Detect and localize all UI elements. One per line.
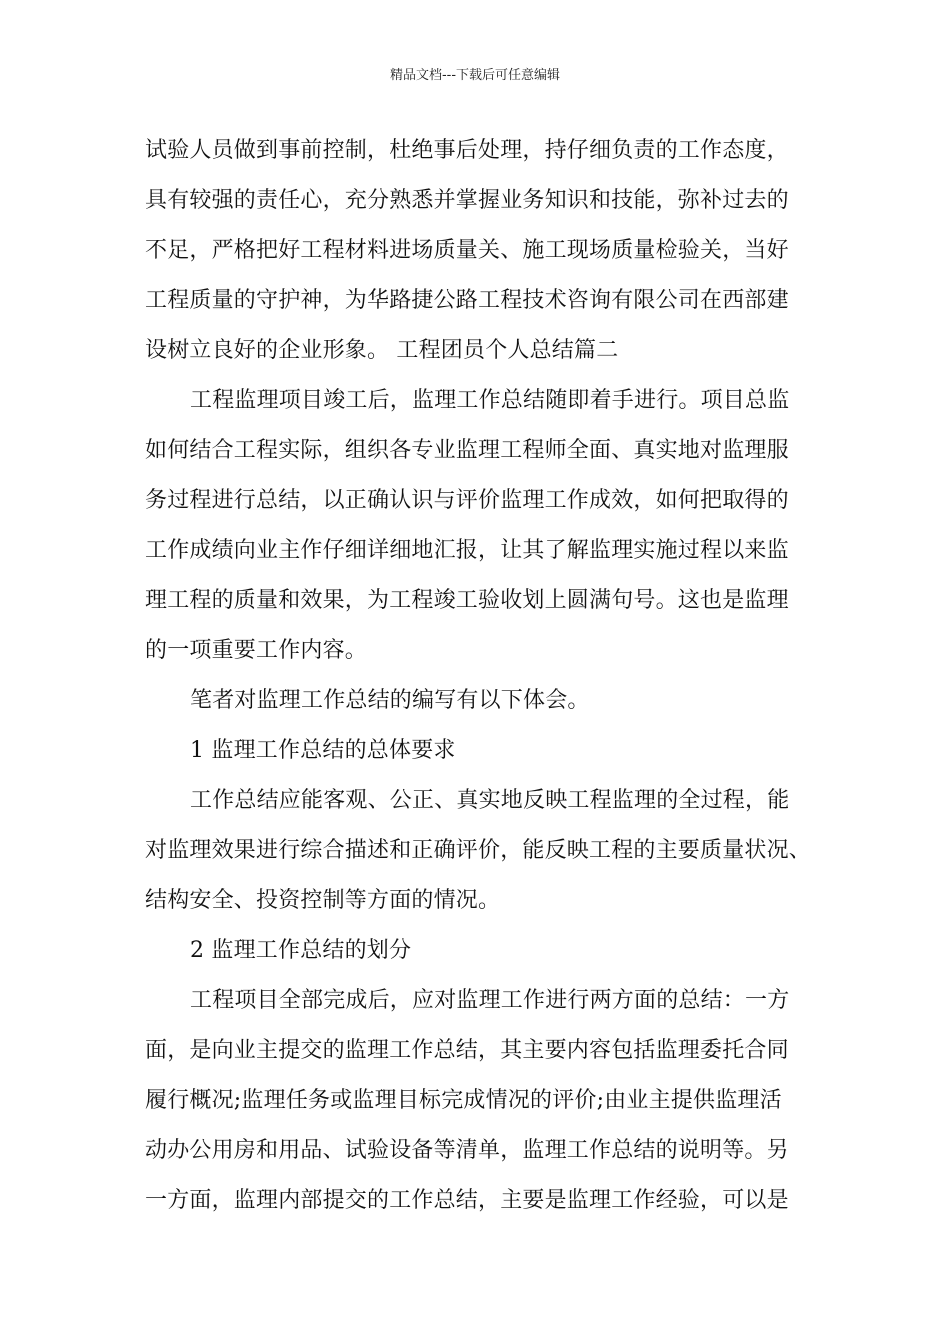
text-line: 一方面，监理内部提交的工作总结，主要是监理工作经验，可以是 bbox=[145, 1188, 789, 1213]
document-body bbox=[145, 126, 815, 1226]
text-line: 履行概况;监理任务或监理目标完成情况的评价;由业主提供监理活 bbox=[145, 1088, 782, 1113]
text-line: 工作总结应能客观、公正、真实地反映工程监理的全过程，能 bbox=[190, 788, 790, 813]
text-line: 对监理效果进行综合描述和正确评价，能反映工程的主要质量状况、 bbox=[145, 838, 812, 863]
text-line: 具有较强的责任心，充分熟悉并掌握业务知识和技能，弥补过去的 bbox=[145, 188, 789, 213]
text-line: 务过程进行总结，以正确认识与评价监理工作成效，如何把取得的 bbox=[145, 488, 789, 513]
text-line: 不足，严格把好工程材料进场质量关、施工现场质量检验关，当好 bbox=[145, 238, 789, 263]
text-line: 面，是向业主提交的监理工作总结，其主要内容包括监理委托合同 bbox=[145, 1038, 789, 1063]
text-line: 工程监理项目竣工后，监理工作总结随即着手进行。项目总监 bbox=[190, 388, 790, 413]
page-header: 精品文档---下载后可任意编辑 bbox=[389, 68, 561, 83]
text-line: 设树立良好的企业形象。 工程团员个人总结篇二 bbox=[145, 338, 619, 363]
text-line: 如何结合工程实际，组织各专业监理工程师全面、真实地对监理服 bbox=[145, 438, 789, 463]
text-line: 动办公用房和用品、试验设备等清单，监理工作总结的说明等。另 bbox=[145, 1138, 789, 1163]
section-heading: 1 监理工作总结的总体要求 bbox=[190, 738, 456, 763]
text-line: 工程项目全部完成后，应对监理工作进行两方面的总结：一方 bbox=[190, 988, 790, 1013]
text-line: 理工程的质量和效果，为工程竣工验收划上圆满句号。这也是监理 bbox=[145, 588, 789, 613]
text-line: 工作成绩向业主作仔细详细地汇报，让其了解监理实施过程以来监 bbox=[145, 538, 789, 563]
text-line: 的一项重要工作内容。 bbox=[145, 638, 368, 663]
section-heading: 2 监理工作总结的划分 bbox=[190, 938, 412, 963]
text-line: 结构安全、投资控制等方面的情况。 bbox=[145, 888, 501, 913]
text-line: 工程质量的守护神，为华路捷公路工程技术咨询有限公司在西部建 bbox=[145, 288, 789, 313]
text-line: 试验人员做到事前控制，杜绝事后处理，持仔细负责的工作态度， bbox=[145, 138, 789, 163]
text-line: 笔者对监理工作总结的编写有以下体会。 bbox=[190, 688, 590, 713]
